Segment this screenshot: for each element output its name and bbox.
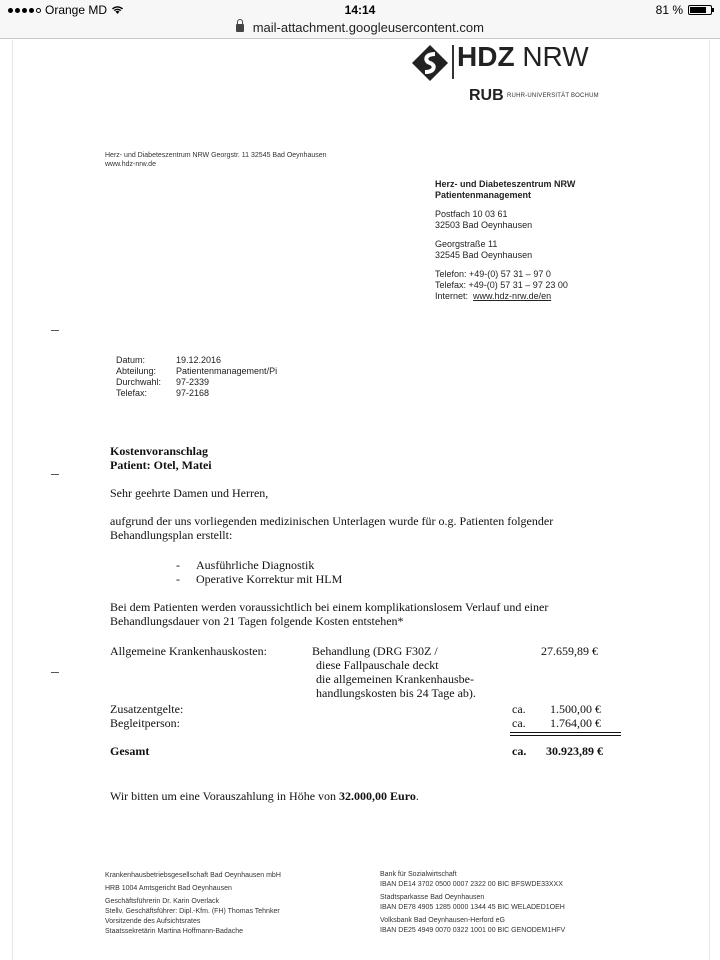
footer-company: Krankenhausbetriebsgesellschaft Bad Oeynhausen mbH HRB 1004 Amtsgericht Bad Oeynhausen Geschäftsführerin Dr. Karin Overlack Stellv. Geschäftsführer: Dipl.-Kfm. (FH) Thomas Tehnker Vorsitzende des Aufsichtsrates Staatssekretärin Martina Hoffmann-Badache (105, 872, 281, 935)
companion-amount: 1.764,00 € (550, 716, 601, 730)
hospital-cost-description: Behandlung (DRG F30Z / diese Fallpauschale deckt die allgemeinen Krankenhausbe- handlungskosten bis 24 Tage ab). (312, 644, 476, 700)
rub-logo: RUB (469, 87, 504, 104)
sender-line: Herz- und Diabeteszentrum NRW Georgstr. 11 32545 Bad Oeynhausen (105, 152, 327, 159)
prepayment-amount: 32.000,00 Euro (339, 789, 416, 803)
url-text[interactable]: mail-attachment.googleusercontent.com (252, 20, 484, 35)
extra-fee-label: Zusatzentgelte: (110, 702, 184, 716)
rub-logo-subtitle: RUHR-UNIVERSITÄT BOCHUM (507, 93, 599, 99)
patient-line: Patient: Otel, Matei (110, 458, 212, 472)
hdz-logo-text: HDZ NRW (457, 41, 589, 72)
battery-group (656, 3, 712, 17)
address-dept: Patientenmanagement (435, 190, 532, 200)
costs-intro: Bei dem Patienten werden voraussichtlich bei einem komplikationslosem Verlauf und einer Behandlungsdauer von 21 Tagen folgende Kosten entstehen* (110, 600, 549, 628)
address-street-city: 32545 Bad Oeynhausen (435, 250, 533, 260)
address-postfach-city: 32503 Bad Oeynhausen (435, 220, 533, 230)
hospital-cost-amount: 27.659,89 € (541, 644, 598, 658)
address-block (435, 179, 575, 302)
subject: Kostenvoranschlag Patient: Otel, Matei (110, 444, 212, 472)
address-name: Herz- und Diabeteszentrum NRW (435, 179, 576, 189)
hospital-cost-label: Allgemeine Krankenhauskosten: (110, 644, 267, 658)
document-page (12, 40, 710, 960)
greeting: Sehr geehrte Damen und Herren, (110, 486, 269, 500)
meta-table (116, 355, 277, 399)
meta-row: Durchwahl: 97-2339 (116, 377, 210, 387)
address-postfach: Postfach 10 03 61 (435, 209, 508, 219)
total-amount: 30.923,89 € (546, 744, 603, 758)
address-bar[interactable] (0, 20, 720, 38)
companion-label: Begleitperson: (110, 716, 180, 730)
companion-ca: ca. (512, 716, 526, 730)
address-telefax: Telefax: +49-(0) 57 31 – 97 23 00 (435, 280, 568, 290)
toolbar-divider (0, 38, 720, 39)
fold-mark (51, 330, 59, 331)
hdz-logo-icon (411, 44, 449, 82)
list-item: - Operative Korrektur mit HLM (176, 572, 343, 586)
internet-link[interactable]: www.hdz-nrw.de/en (473, 291, 552, 301)
address-internet: Internet: www.hdz-nrw.de/en (435, 291, 552, 301)
lock-icon (236, 24, 244, 32)
intro-paragraph: aufgrund der uns vorliegenden medizinischen Unterlagen wurde für o.g. Patienten folgender Behandlungsplan erstellt: (110, 514, 554, 542)
battery-percent: 81 % (655, 3, 683, 17)
list-item: - Ausführliche Diagnostik (176, 558, 315, 572)
battery-icon (688, 5, 712, 15)
prepayment-request: Wir bitten um eine Vorauszahlung in Höhe von 32.000,00 Euro. (110, 789, 419, 803)
meta-row: Abteilung: Patientenmanagement/Pi (116, 366, 278, 376)
carrier-label: Orange MD (45, 3, 108, 17)
extra-fee-ca: ca. (512, 702, 526, 716)
fold-mark (51, 474, 59, 475)
footer-banks: Bank für Sozialwirtschaft IBAN DE14 3702 0500 0007 2322 00 BIC BFSWDE33XXX Stadtsparkasse Bad Oeynhausen IBAN DE78 4905 1285 0000 1344 45 BIC WELADED1OEH Volksbank Bad Oeynhausen-Herford eG IBAN DE25 4949 0070 0322 1001 00 BIC GENODEM1HFV (380, 871, 566, 934)
total-ca: ca. (512, 744, 527, 758)
meta-row: Telefax: 97-2168 (116, 388, 210, 398)
extra-fee-amount: 1.500,00 € (550, 702, 601, 716)
plan-list (176, 558, 342, 586)
meta-row: Datum: 19.12.2016 (116, 355, 222, 365)
sender-web: www.hdz-nrw.de (105, 161, 156, 168)
address-telefon: Telefon: +49-(0) 57 31 – 97 0 (435, 269, 551, 279)
clock: 14:14 (344, 3, 376, 17)
address-street: Georgstraße 11 (435, 239, 498, 249)
total-rule (510, 732, 621, 736)
total-label: Gesamt (110, 744, 150, 758)
status-bar (0, 0, 720, 20)
logo-divider (452, 45, 454, 79)
fold-mark (51, 672, 59, 673)
